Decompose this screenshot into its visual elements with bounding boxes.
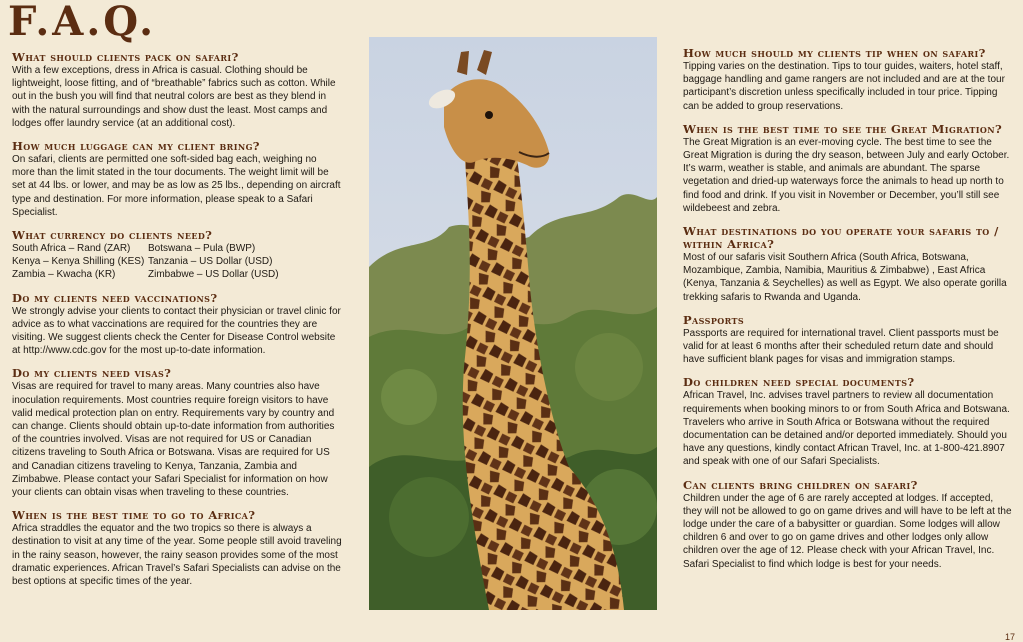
faq-item-passports bbox=[683, 314, 1013, 367]
answer-text: We strongly advise your clients to contact their physician or travel clinic for advice as to what vaccinations are required for the countries they are visiting. We suggest clients check the Center for Disease Control website at http://www.cdc.gov for the most up-to-date information. bbox=[12, 305, 341, 357]
currency-cell: Kenya – Kenya Shilling (KES) bbox=[12, 256, 145, 268]
page-title: F.A.Q. bbox=[8, 0, 157, 45]
currency-table bbox=[12, 242, 342, 282]
faq-item-packing bbox=[12, 51, 342, 130]
question-heading: How much luggage can my client bring? bbox=[12, 139, 260, 154]
question-heading: When is the best time to see the Great Migration? bbox=[683, 121, 1003, 136]
answer-text: With a few exceptions, dress in Africa is casual. Clothing should be lightweight, loose fitting, and of “breathable” fabrics such as cotton. While out in the bush you will find that neutral colors are best as they blend in with the natural surroundings and show dust the least. Most camps and lodges offer laundry service (at an additional cost). bbox=[12, 65, 336, 129]
faq-item-best-time bbox=[12, 509, 342, 588]
faq-item-currency bbox=[12, 229, 342, 282]
question-heading: What should clients pack on safari? bbox=[12, 50, 239, 64]
question-heading: When is the best time to go to Africa? bbox=[12, 508, 256, 523]
faq-item-children-documents bbox=[683, 376, 1013, 468]
currency-cell: Zimbabwe – US Dollar (USD) bbox=[148, 269, 279, 281]
currency-cell: Tanzania – US Dollar (USD) bbox=[148, 256, 273, 268]
faq-item-great-migration bbox=[683, 123, 1013, 215]
faq-item-destinations bbox=[683, 225, 1013, 304]
answer-text: Children under the age of 6 are rarely accepted at lodges. If accepted, they will not be allowed to go on game drives and will have to be left at the lodge under the care of a babysitter or guardian. Some lodges will allow children 6 and over to go on game drives and other lodges only allow children over the age of 12. Please check with your African Travel, Inc. Safari Specialist to find which lodge is best for your needs. bbox=[683, 492, 1012, 570]
answer-text: Africa straddles the equator and the two tropics so there is always a destination to visit at any time of the year. Some people still avoid traveling in the rainy season, however, the rainy season provides some of the most dramatic experiences. African Travel’s Safari Specialists can advise on the best options at specific times of the year. bbox=[12, 523, 342, 588]
question-heading: Passports bbox=[683, 312, 745, 327]
answer-text: Visas are required for travel to many areas. Many countries also have inoculation requirements. Most countries require foreign visitors to have valid medical protection plan on entry. Requirements vary by country and can change. Clients should obtain up-to-date information from authorities of the countries involved. Visas are not required for US or Canadian citizens traveling to South Africa or Botswana. Visas are required for US and Canadian citizens traveling to Kenya, Tanzania, Zambia and Zimbabwe. Please contact your Safari Specialist for information on how your clients can obtain visas when traveling to these countries. bbox=[12, 381, 335, 499]
giraffe-photo bbox=[369, 37, 657, 610]
page-number: 17 bbox=[1004, 632, 1015, 642]
currency-cell: South Africa – Rand (ZAR) bbox=[12, 243, 131, 255]
question-heading: What destinations do you operate your safaris to / within Africa? bbox=[683, 224, 999, 252]
faq-item-vaccinations bbox=[12, 292, 342, 358]
question-heading: Do my clients need visas? bbox=[12, 366, 172, 381]
currency-cell: Zambia – Kwacha (KR) bbox=[12, 269, 116, 281]
question-heading: Do my clients need vaccinations? bbox=[12, 290, 218, 305]
faq-left-column bbox=[12, 51, 342, 598]
answer-text: Passports are required for international travel. Client passports must be valid for at least 6 months after their scheduled return date and should have sufficient blank pages for visas and immigration stamps. bbox=[683, 327, 999, 366]
question-heading: How much should my clients tip when on safari? bbox=[683, 46, 986, 60]
answer-text: On safari, clients are permitted one soft-sided bag each, weighing no more than the limit stated in the tour documents. The weight limit will be set at 44 lbs. or lower, and may be as low as 25 lbs., depending on aircraft type and destination. For more information, please speak to a Safari Specialist. bbox=[12, 154, 341, 218]
answer-text: African Travel, Inc. advises travel partners to review all documentation requirements when booking minors to or from South Africa and Botswana. Travelers who arrive in South Africa or Botswana without the required documentation can be detained and/or deported immediately. Should you have any questions, kindly contact African Travel, Inc. at 1-800-421.8907 and speak with one of our Safari Specialists. bbox=[683, 390, 1010, 468]
answer-text: Tipping varies on the destination. Tips to tour guides, waiters, hotel staff, baggage handling and game rangers are not included and are at the tour participant’s discretion unless specifically included in tour price. Tipping can be added to group reservations. bbox=[683, 61, 1005, 112]
currency-cell: Botswana – Pula (BWP) bbox=[148, 243, 256, 255]
faq-item-luggage bbox=[12, 140, 342, 219]
question-heading: Do children need special documents? bbox=[683, 375, 915, 390]
answer-text: Most of our safaris visit Southern Africa (South Africa, Botswana, Mozambique, Zambia, Namibia, Mauritius & Zimbabwe) , East Africa (Kenya, Tanzania & Seychelles) as well as Egypt. We also operate gorilla trekking safaris to Rwanda and Uganda. bbox=[683, 252, 1007, 303]
question-heading: What currency do clients need? bbox=[12, 228, 213, 243]
faq-item-tipping bbox=[683, 47, 1013, 113]
question-heading: Can clients bring children on safari? bbox=[683, 477, 918, 492]
faq-right-column bbox=[683, 47, 1013, 581]
faq-item-children-safari bbox=[683, 479, 1013, 571]
answer-text: The Great Migration is an ever-moving cycle. The best time to see the Great Migration is during the dry season, between July and early October. It’s warm, weather is stable, and animals are abundant. The sparse vegetation and dried-up waterways force the animals to head up north to find food and drink. If you visit in November or December, you’ll still see wildebeest and zebra. bbox=[683, 136, 1010, 214]
faq-item-visas bbox=[12, 367, 342, 499]
